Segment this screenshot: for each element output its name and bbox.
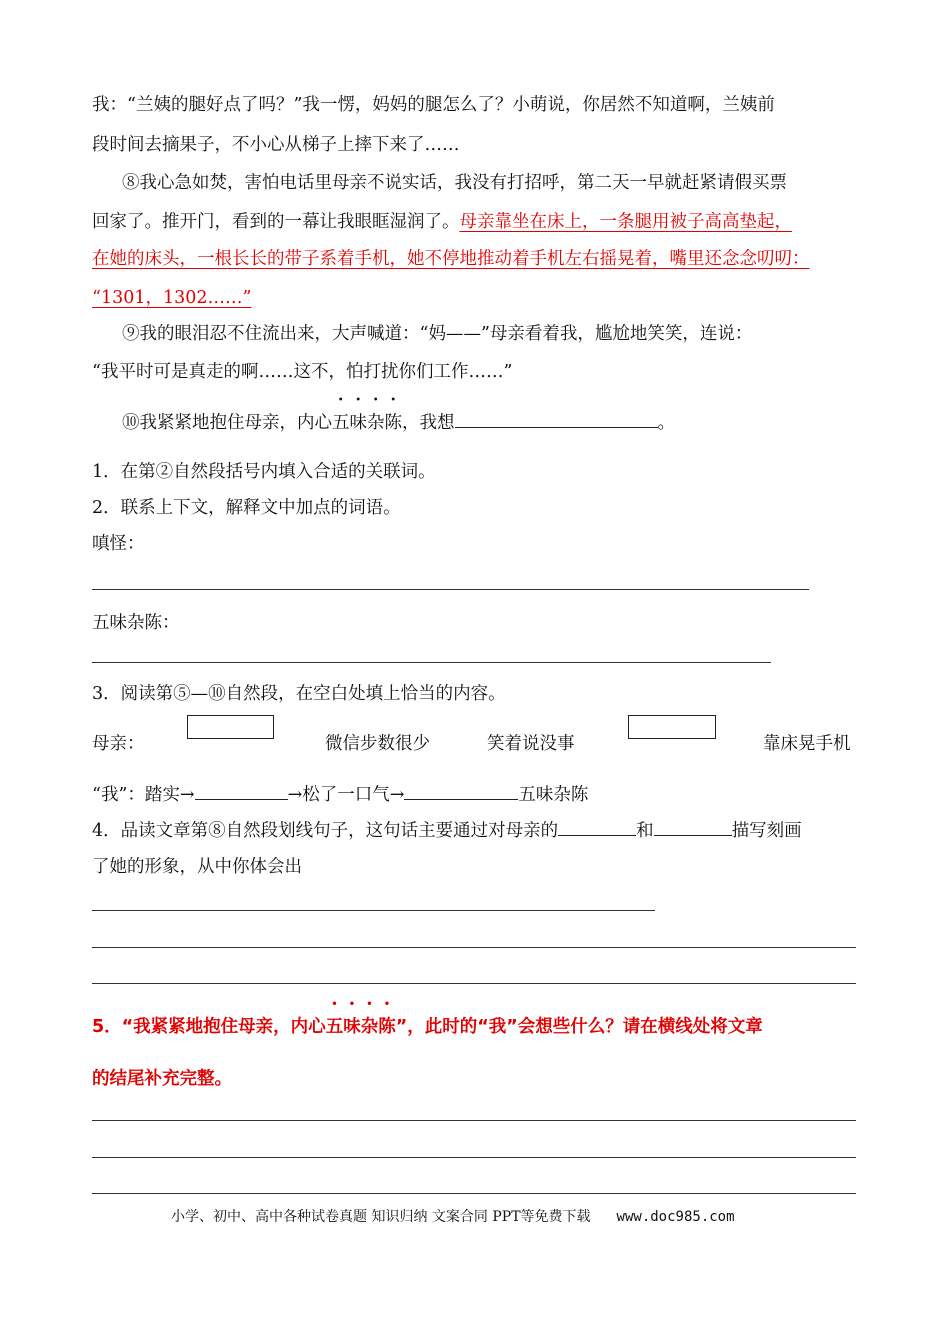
question-1: 1．在第②自然段括号内填入合适的关联词。	[92, 462, 436, 482]
dotted-char: 杂	[360, 1017, 379, 1037]
q2-term-wuweizachen: 五味杂陈：	[92, 613, 180, 633]
answer-box-1[interactable]	[187, 715, 274, 739]
answer-line[interactable]	[92, 1193, 856, 1194]
answer-blank-me-1[interactable]	[195, 781, 288, 800]
answer-line[interactable]	[92, 947, 856, 948]
p10-text-before: ⑩我紧紧地抱住母亲，内心	[122, 413, 332, 433]
answer-line[interactable]	[92, 589, 809, 590]
passage-p9-line1: ⑨我的眼泪忍不住流出来，大声喊道：“妈——”母亲看着我，尴尬地笑笑，连说：	[122, 324, 753, 344]
underlined-sentence-part1: 母亲靠坐在床上，一条腿用被子高高垫起，	[459, 212, 792, 232]
answer-line[interactable]	[92, 1120, 856, 1121]
dotted-char: 陈	[378, 1017, 396, 1037]
passage-p7-line2: 段时间去摘果子，不小心从梯子上摔下来了……	[92, 135, 460, 155]
passage-p7-line1: 我：“兰姨的腿好点了吗？”我一愣，妈妈的腿怎么了？小萌说，你居然不知道啊，兰姨前	[92, 95, 775, 115]
q3-mother-label: 母亲：	[92, 734, 145, 754]
answer-blank-me-2[interactable]	[404, 781, 518, 800]
q4-text: 4．品读文章第⑧自然段划线句子，这句话主要通过对母亲的	[92, 821, 559, 841]
question-4-line2: 了她的形象，从中你体会出	[92, 857, 302, 877]
q3-me-label: “我”：踏实→	[92, 785, 195, 805]
q2-term-chenguai: 嗔怪：	[92, 534, 145, 554]
answer-box-2[interactable]	[628, 715, 716, 739]
underlined-sentence-part3: “1301，1302……”	[92, 288, 252, 308]
passage-p8-plain: 回家了。推开门，看到的一幕让我眼眶湿润了。	[92, 212, 460, 232]
q4-text: 和	[636, 821, 654, 841]
p10-text-after: ，我想	[402, 413, 455, 433]
question-5-line1	[92, 1015, 763, 1039]
dotted-char: 五	[325, 1017, 344, 1037]
q3-mother-item: 笑着说没事	[487, 734, 575, 754]
q3-me-arrow: →松了一口气→	[287, 785, 405, 805]
question-3: 3．阅读第⑤—⑩自然段，在空白处填上恰当的内容。	[92, 684, 506, 704]
q3-me-end: 五味杂陈	[518, 785, 589, 805]
q3-mother-item: 微信步数很少	[325, 734, 430, 754]
question-5-line2: 的结尾补充完整。	[92, 1069, 232, 1089]
q5-text-before: 5．“我紧紧地抱住母亲，内心	[92, 1017, 326, 1037]
dotted-char: 杂	[367, 413, 385, 433]
dotted-char: 味	[349, 413, 367, 433]
passage-p10	[122, 409, 675, 435]
q4-text: 描写刻画	[731, 821, 802, 841]
answer-line[interactable]	[92, 1157, 856, 1158]
question-2: 2．联系上下文，解释文中加点的词语。	[92, 498, 401, 518]
underlined-sentence-part2: 在她的床头，一根长长的带子系着手机，她不停地推动着手机左右摇晃着，嘴里还念念叨叨：	[92, 249, 810, 269]
footer-text: 小学、初中、高中各种试卷真题 知识归纳 文案合同 PPT等免费下载	[171, 1209, 591, 1225]
p10-text-end: 。	[657, 413, 675, 433]
answer-blank-p10[interactable]	[455, 409, 658, 428]
answer-line[interactable]	[92, 910, 655, 911]
answer-blank-q4-2[interactable]	[654, 817, 732, 836]
passage-p8-line1: ⑧我心急如焚，害怕电话里母亲不说实话，我没有打招呼，第二天一早就赶紧请假买票	[122, 173, 787, 193]
dotted-char: 五	[332, 413, 350, 433]
passage-p8-line2	[92, 210, 792, 234]
dotted-char: 味	[343, 1017, 361, 1037]
footer-url[interactable]: www.doc985.com	[616, 1209, 735, 1225]
q3-me-row	[92, 781, 588, 807]
passage-p9-line2: “我平时可是真走的啊……这不，怕打扰你们工作……”	[92, 362, 513, 382]
question-4-line1	[92, 817, 802, 843]
q3-mother-item: 靠床晃手机	[763, 734, 851, 754]
q5-text-after: ”，此时的“我”会想些什么？请在横线处将文章	[395, 1017, 763, 1037]
answer-blank-q4-1[interactable]	[558, 817, 636, 836]
answer-line[interactable]	[92, 662, 771, 663]
dotted-char: 陈	[384, 413, 402, 433]
page-footer	[171, 1206, 735, 1226]
answer-line[interactable]	[92, 983, 856, 984]
